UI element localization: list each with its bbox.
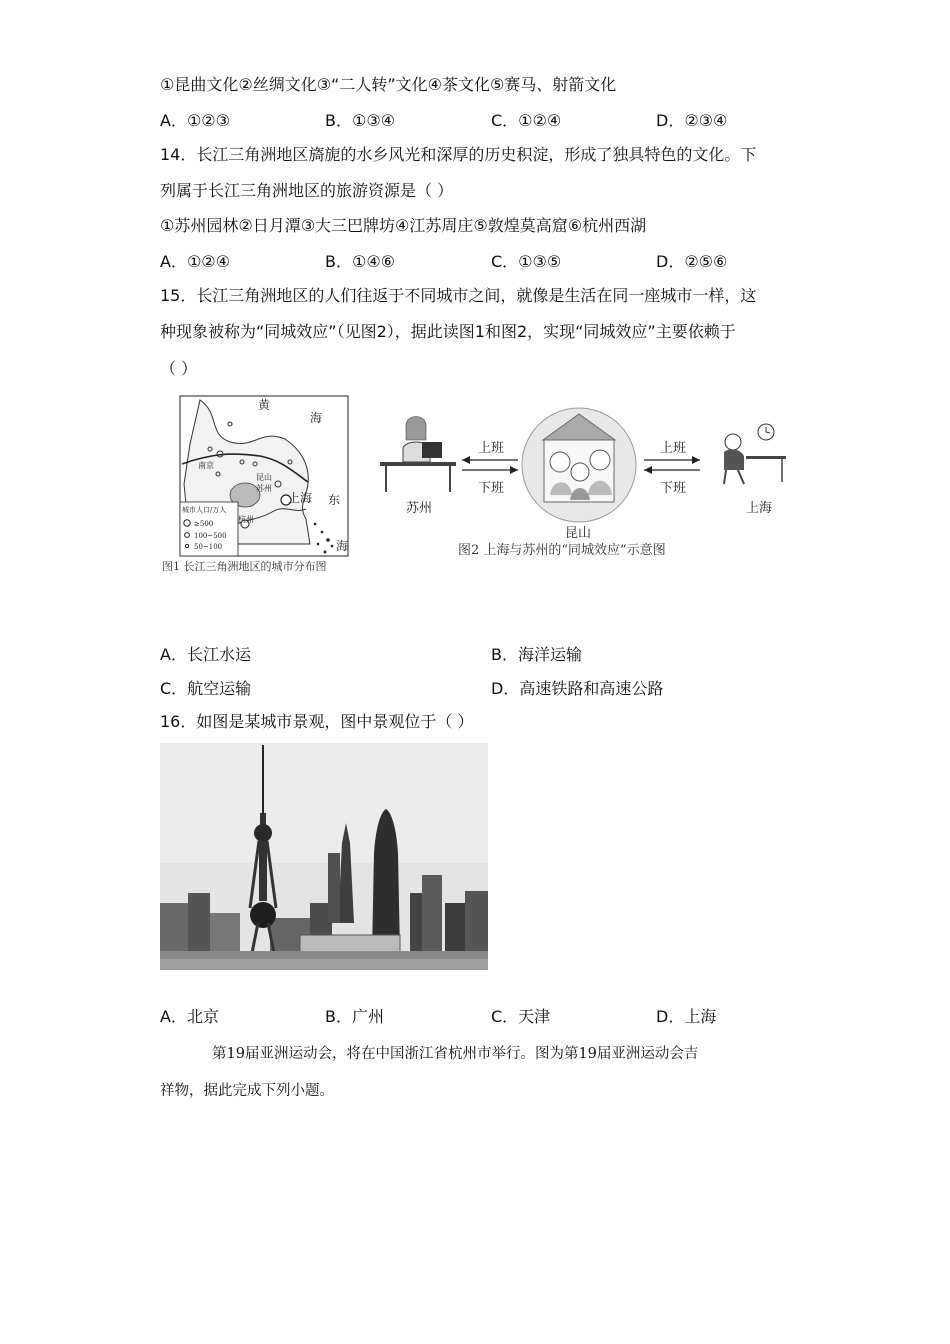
map-label-huang: 黄 <box>258 398 271 412</box>
q15-option-c: C．航空运输 <box>160 679 252 698</box>
q15-option-d: D．高速铁路和高速公路 <box>491 679 664 698</box>
legend-item-3: 50~100 <box>194 543 223 551</box>
q13-option-a: A．①②③ <box>160 111 230 130</box>
intro-line2: 祥物，据此完成下列小题。 <box>160 1083 334 1099</box>
q15-stem-line3: （ ） <box>160 359 198 378</box>
map-label-shanghai: 上海 <box>288 491 313 505</box>
map-label-hai: 海 <box>310 411 323 425</box>
q14-option-d: D．②⑤⑥ <box>656 252 728 271</box>
right-city-label: 上海 <box>746 501 773 516</box>
legend-item-1: ≥500 <box>194 520 214 528</box>
kunshan-home-icon <box>522 408 636 522</box>
map-label-hangzhou: 杭州 <box>238 515 254 524</box>
q16-option-b: B．广州 <box>325 1007 384 1026</box>
q16-option-d: D．上海 <box>656 1007 717 1026</box>
q15-option-b: B．海洋运输 <box>491 645 582 664</box>
figure1-caption: 图1 长江三角洲地区的城市分布图 <box>162 560 327 573</box>
map-label-hai2: 海 <box>336 539 349 553</box>
left-city-label: 苏州 <box>406 501 433 516</box>
figure1-yangtze-delta-map <box>160 394 365 579</box>
q14-option-c: C．①③⑤ <box>491 252 562 271</box>
right-off-work-label: 下班 <box>660 481 687 496</box>
city-skyline-photo <box>160 743 488 970</box>
q15-option-a: A．长江水运 <box>160 645 251 664</box>
q16-option-c: C．天津 <box>491 1007 551 1026</box>
q14-stem-line2: 列属于长江三角洲地区的旅游资源是（ ） <box>160 181 454 200</box>
q14-option-a: A．①②④ <box>160 252 230 271</box>
q16-stem: 16．如图是某城市景观，图中景观位于（ ） <box>160 712 474 731</box>
map-label-suzhou: 苏州 <box>256 484 272 493</box>
q15-stem-line1: 15．长江三角洲地区的人们往返于不同城市之间，就像是生活在同一座城市一样，这 <box>160 286 757 305</box>
map-label-kunshan: 昆山 <box>256 473 272 482</box>
legend-item-2: 100~500 <box>194 532 227 540</box>
left-go-work-label: 上班 <box>478 441 505 456</box>
q16-option-a: A．北京 <box>160 1007 219 1026</box>
figure2-caption: 图2 上海与苏州的“同城效应”示意图 <box>458 543 666 558</box>
map-label-nanjing: 南京 <box>198 461 214 470</box>
q13-option-c: C．①②④ <box>491 111 562 130</box>
q14-option-b: B．①④⑥ <box>325 252 396 271</box>
q14-stem-line1: 14．长江三角洲地区旖旎的水乡风光和深厚的历史积淀，形成了独具特色的文化。下 <box>160 145 757 164</box>
left-off-work-label: 下班 <box>478 481 505 496</box>
shanghai-worker-icon <box>724 424 786 484</box>
q15-stem-line2: 种现象被称为“同城效应”（见图2），据此读图1和图2，实现“同城效应”主要依赖于 <box>160 322 736 341</box>
legend-title: 城市人口/万人 <box>182 506 227 514</box>
map-label-dong: 东 <box>328 493 341 507</box>
q13-option-b: B．①③④ <box>325 111 396 130</box>
center-city-label: 昆山 <box>565 526 592 541</box>
q13-option-d: D．②③④ <box>656 111 728 130</box>
q14-items: ①苏州园林②日月潭③大三巴牌坊④江苏周庄⑤敦煌莫高窟⑥杭州西湖 <box>160 216 647 235</box>
q13-items: ①昆曲文化②丝绸文化③“二人转”文化④茶文化⑤赛马、射箭文化 <box>160 75 617 94</box>
right-go-work-label: 上班 <box>660 441 687 456</box>
intro-line1: 第19届亚洲运动会，将在中国浙江省杭州市举行。图为第19届亚洲运动会吉 <box>212 1046 699 1062</box>
figure2-same-city-effect <box>378 400 793 565</box>
suzhou-worker-icon <box>380 417 456 493</box>
